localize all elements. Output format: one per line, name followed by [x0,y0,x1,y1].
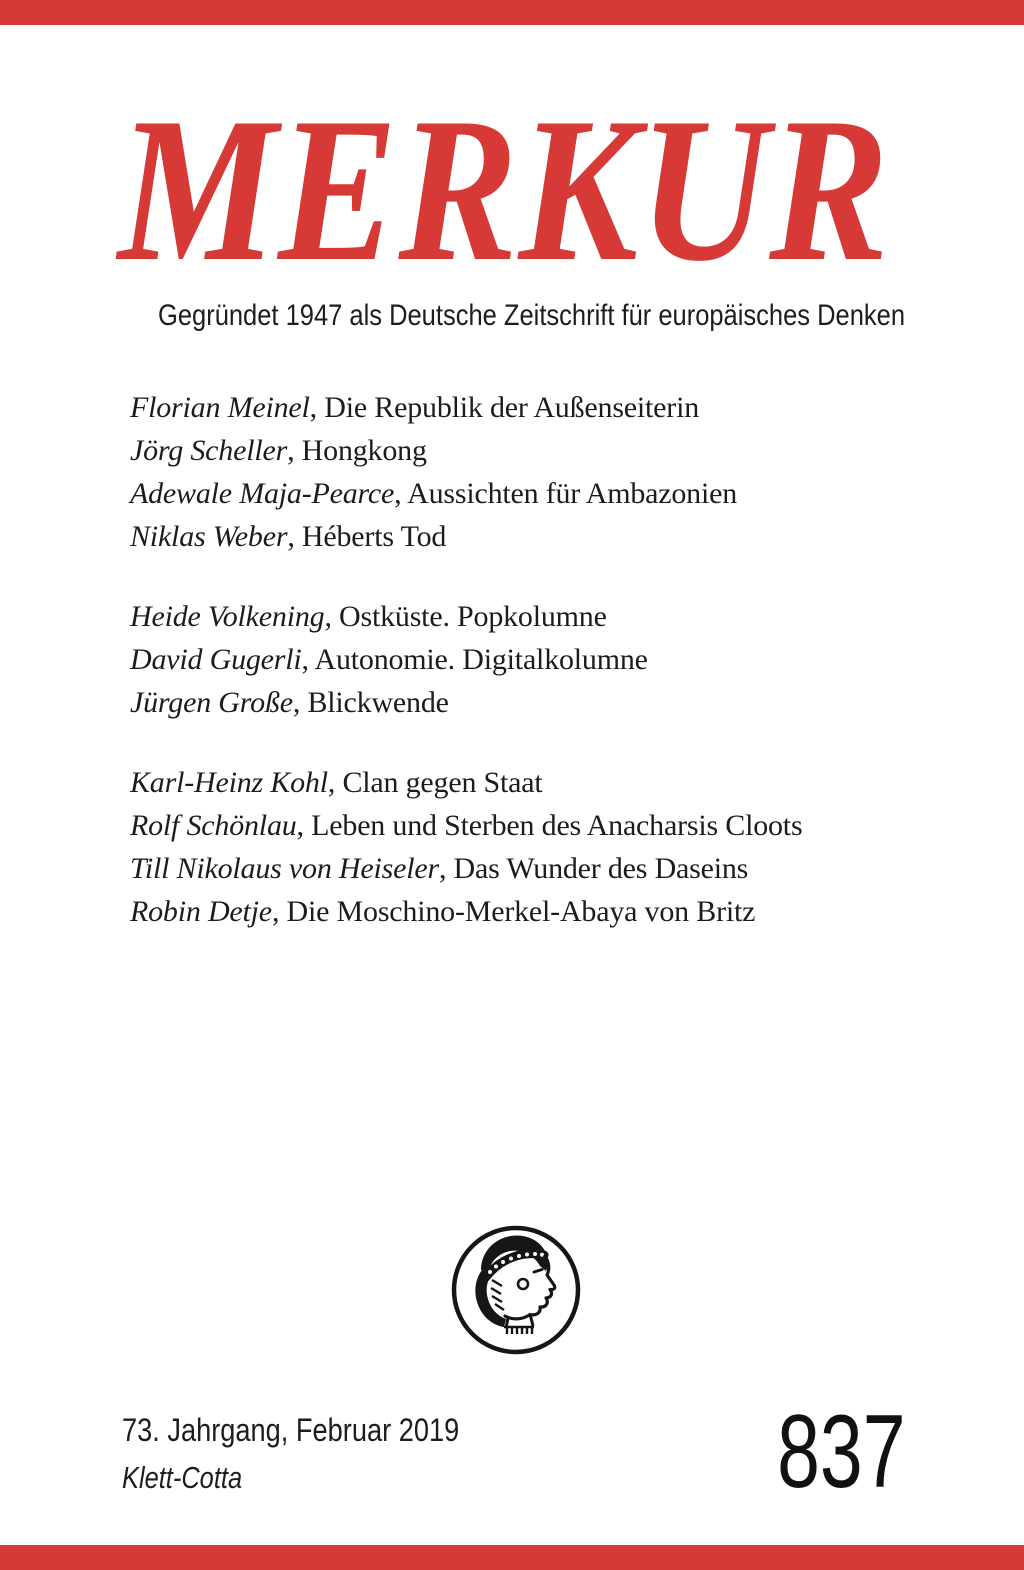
toc-entry [130,386,950,429]
toc-author: David Gugerli [130,643,302,676]
toc-entry [130,890,950,933]
table-of-contents [130,386,950,970]
toc-work-title: , Autonomie. Digitalkolumne [301,643,648,676]
toc-author: Florian Meinel [130,391,310,424]
toc-work-title: , Héberts Tod [287,520,447,553]
toc-entry [130,681,950,724]
bottom-red-bar [0,1545,1024,1570]
toc-author: Till Nikolaus von Heiseler [130,852,439,885]
toc-group-misc [130,761,950,933]
toc-work-title: , Aussichten für Ambazonien [394,477,738,510]
toc-author: Rolf Schönlau [130,809,297,842]
toc-author: Niklas Weber [130,520,288,553]
toc-entry [130,847,950,890]
toc-work-title: , Blickwende [292,686,449,719]
toc-work-title: , Die Republik der Außenseiterin [309,391,700,424]
toc-entry [130,761,950,804]
issue-number: 837 [777,1394,906,1510]
toc-entry [130,472,950,515]
toc-group-essays [130,386,950,558]
toc-entry [130,515,950,558]
toc-author: Jürgen Große [130,686,293,719]
toc-author: Heide Volkening [130,600,325,633]
publisher-name: Klett-Cotta [122,1460,243,1495]
toc-work-title: , Die Moschino-Merkel-Abaya von Britz [271,895,756,928]
edition-line: 73. Jahrgang, Februar 2019 [122,1412,460,1448]
toc-work-title: , Clan gegen Staat [327,766,543,799]
toc-entry [130,429,950,472]
toc-entry [130,638,950,681]
toc-entry [130,804,950,847]
toc-work-title: , Das Wunder des Daseins [438,852,749,885]
toc-author: Adewale Maja-Pearce [130,477,395,510]
toc-entry [130,595,950,638]
toc-work-title: , Leben und Sterben des Anacharsis Cloots [296,809,803,842]
mercury-head-logo-icon [446,1222,586,1362]
magazine-title: MERKUR [118,75,890,304]
toc-work-title: , Ostküste. Popkolumne [324,600,607,633]
top-red-bar [0,0,1024,25]
toc-work-title: , Hongkong [287,434,427,467]
toc-group-columns [130,595,950,724]
magazine-subtitle: Gegründet 1947 als Deutsche Zeitschrift für europäisches Denken [158,299,906,332]
toc-author: Karl-Heinz Kohl [130,766,328,799]
toc-author: Jörg Scheller [130,434,288,467]
toc-author: Robin Detje [130,895,272,928]
